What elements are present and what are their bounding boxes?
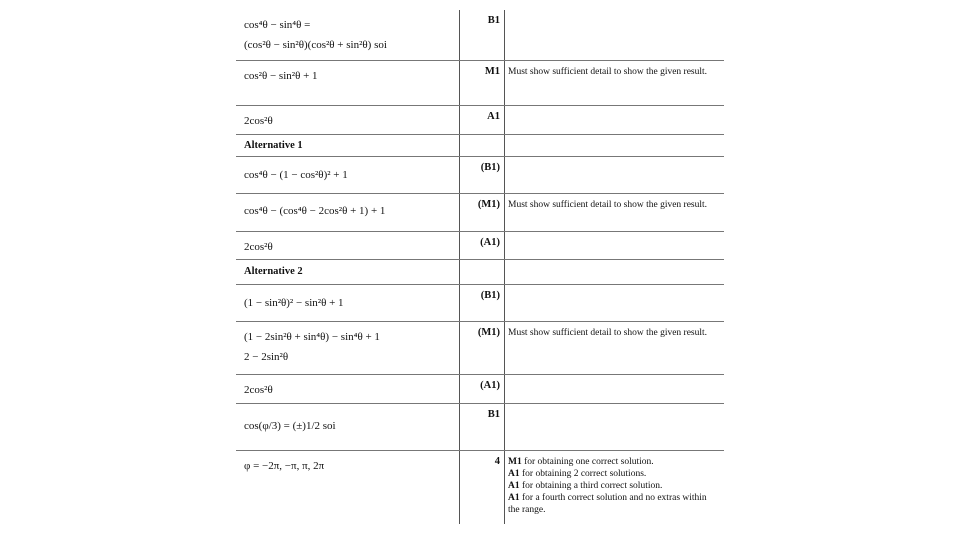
working-line: (cos²θ − sin²θ)(cos²θ + sin²θ) soi (244, 39, 387, 51)
mark-code: A1 (508, 469, 520, 479)
mark-cell: (A1) (480, 380, 500, 391)
mark-cell: B1 (487, 409, 500, 420)
guidance-text: for a fourth correct solution and no extras within the range. (508, 493, 707, 515)
guidance-line (508, 480, 713, 492)
table-row (236, 106, 724, 135)
guidance-text: for obtaining 2 correct solutions. (522, 469, 647, 479)
mark-scheme-table (236, 10, 724, 524)
working-line: cos⁴θ − (1 − cos²θ)² + 1 (244, 169, 348, 181)
working-line: cos⁴θ − sin⁴θ = (244, 19, 311, 31)
working-cell (244, 237, 273, 257)
mark-cell: B1 (487, 15, 500, 26)
mark-cell: A1 (487, 111, 500, 122)
working-cell (244, 293, 344, 313)
mark-code: M1 (508, 457, 522, 467)
working-line: φ = −2π, −π, π, 2π (244, 460, 325, 472)
working-cell (244, 416, 336, 436)
guidance-line (508, 456, 713, 468)
table-row (236, 451, 724, 523)
working-line: 2cos²θ (244, 115, 273, 127)
mark-cell: (B1) (480, 290, 500, 301)
guidance-cell (508, 456, 713, 516)
table-row (236, 404, 724, 451)
mark-cell: (M1) (477, 199, 500, 210)
guidance-cell: Must show sufficient detail to show the given result. (508, 200, 708, 210)
table-row (236, 232, 724, 260)
mark-cell: (M1) (477, 327, 500, 338)
working-cell (244, 380, 273, 400)
guidance-line (508, 468, 713, 480)
working-cell (244, 201, 385, 221)
working-cell (244, 456, 324, 476)
table-row (236, 10, 724, 61)
working-line: (1 − sin²θ)² − sin²θ + 1 (244, 297, 344, 309)
working-line: cos(φ/3) = (±)1/2 soi (244, 420, 336, 432)
working-cell (244, 111, 273, 131)
guidance-text: for obtaining a third correct solution. (522, 481, 663, 491)
working-cell (244, 327, 380, 367)
working-line: 2cos²θ (244, 241, 273, 253)
working-line: (1 − 2sin²θ + sin⁴θ) − sin⁴θ + 1 (244, 331, 380, 343)
guidance-cell: Must show sufficient detail to show the given result. (508, 67, 708, 77)
working-line: cos²θ − sin²θ + 1 (244, 70, 318, 82)
working-line: 2cos²θ (244, 384, 273, 396)
mark-cell: M1 (484, 66, 500, 77)
guidance-line (508, 492, 713, 516)
working-line: 2 − 2sin²θ (244, 351, 289, 363)
alternative-heading: Alternative 2 (244, 266, 303, 277)
table-row (236, 285, 724, 322)
mark-code: A1 (508, 481, 520, 491)
alternative-heading: Alternative 1 (244, 140, 303, 151)
working-line: cos⁴θ − (cos⁴θ − 2cos²θ + 1) + 1 (244, 205, 386, 217)
mark-code: A1 (508, 493, 520, 503)
guidance-text: for obtaining one correct solution. (524, 457, 654, 467)
working-cell (244, 66, 318, 86)
table-row (236, 157, 724, 194)
table-row (236, 260, 724, 285)
table-row (236, 194, 724, 232)
table-row (236, 135, 724, 157)
working-cell (244, 165, 348, 185)
table-row (236, 61, 724, 106)
guidance-cell: Must show sufficient detail to show the given result. (508, 328, 708, 338)
mark-cell: 4 (494, 456, 500, 467)
mark-cell: (A1) (480, 237, 500, 248)
working-cell (244, 15, 387, 55)
table-row (236, 375, 724, 404)
mark-cell: (B1) (480, 162, 500, 173)
table-row (236, 322, 724, 375)
